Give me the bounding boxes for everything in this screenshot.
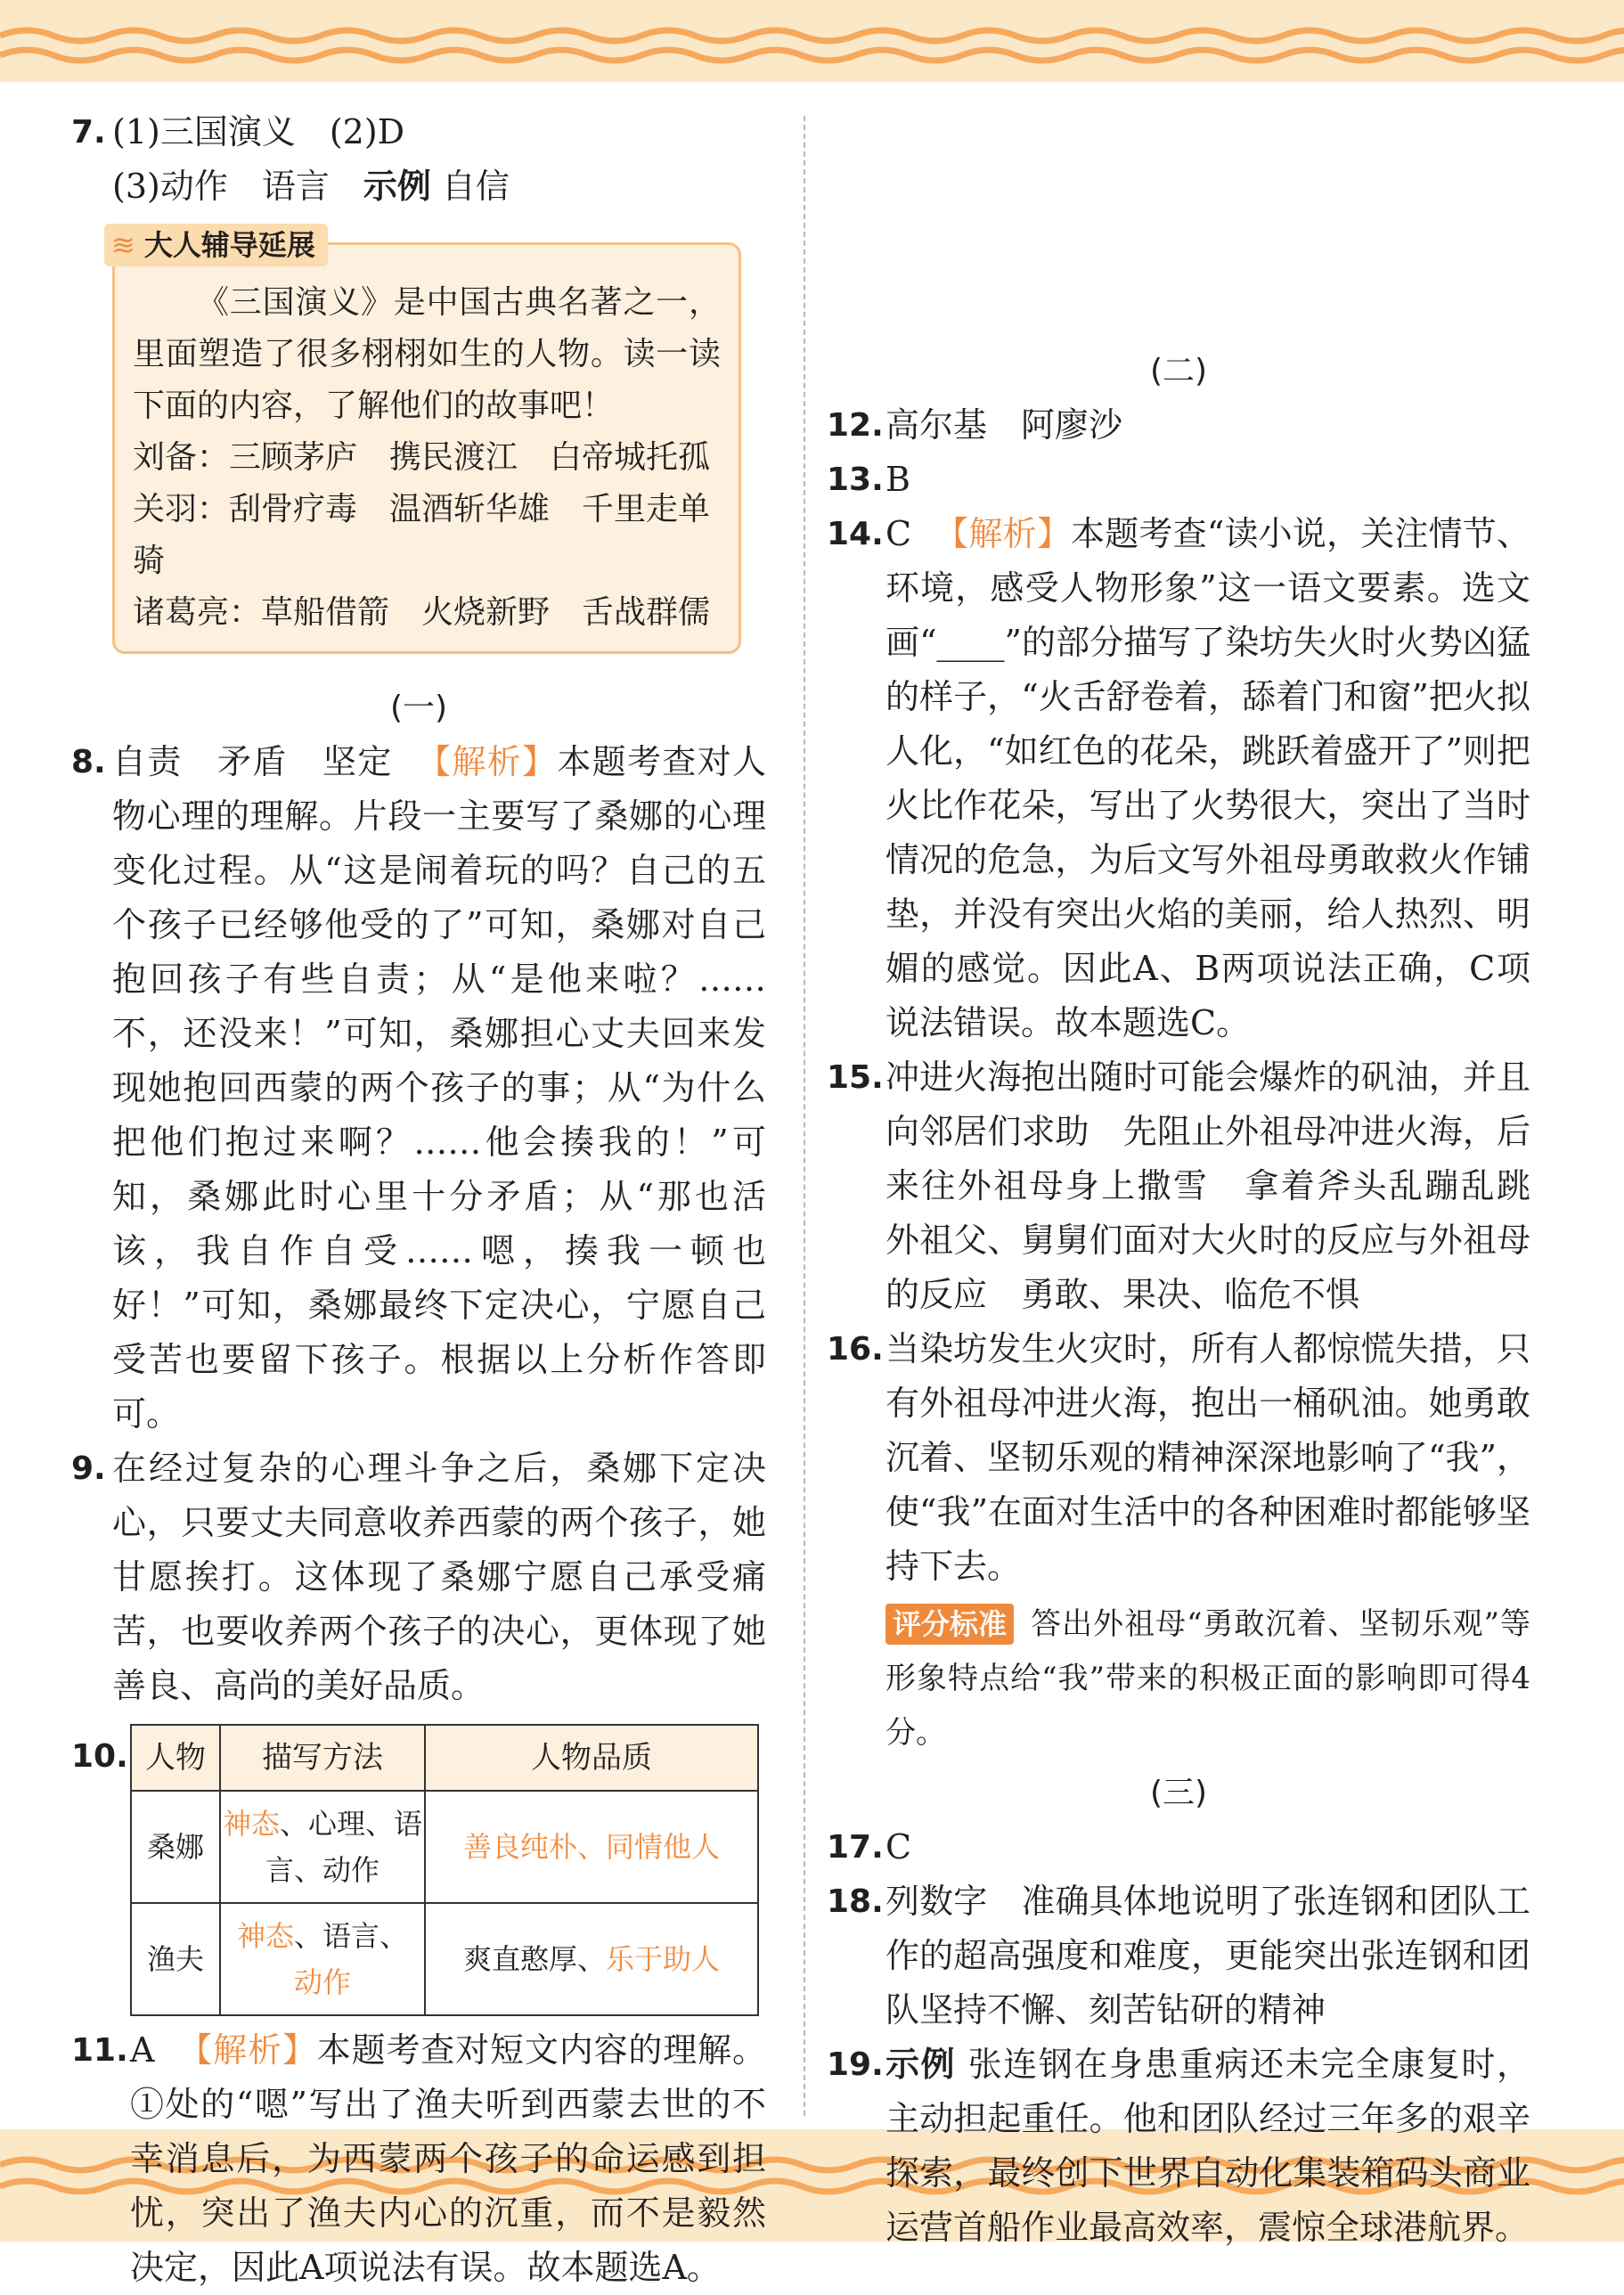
question-number: 12. [827, 407, 884, 444]
question-number: 17. [827, 1829, 884, 1866]
answer-7 [71, 105, 766, 214]
answer-9-body: 在经过复杂的心理斗争之后，桑娜下定决心，只要丈夫同意收养西蒙的两个孩子，她甘愿挨打。这体现了桑娜宁愿自己承受痛苦，也要收养两个孩子的决心，更体现了她善良、高尚的美好品质。 [112, 1449, 766, 1705]
answer-9 [71, 1442, 766, 1713]
table-cell-quality [425, 1791, 758, 1903]
answer-19-body: 张连钢在身患重病还未完全康复时，主动担起重任。他和团队经过三年多的艰辛探索，最终创下世界自动化集装箱码头商业运营首船作业最高效率，震惊全球港航界。 [885, 2045, 1530, 2247]
table-cell-name: 桑娜 [131, 1791, 220, 1903]
quality-highlight: 乐于助人 [606, 1942, 721, 1976]
answer-7-line2-text: (3)动作 语言 [112, 167, 363, 206]
method-highlight: 神态 [222, 1807, 280, 1841]
extension-row: 刘备：三顾茅庐 携民渡江 白帝城托孤 [133, 439, 711, 476]
question-number: 11. [71, 2032, 128, 2069]
table-cell-quality [425, 1903, 758, 2015]
example-label: 示例 [885, 2045, 957, 2084]
answer-8 [71, 735, 766, 1442]
answer-8-keywords: 自责 矛盾 坚定 [112, 742, 393, 781]
answer-13 [827, 453, 1530, 507]
question-number: 9. [71, 1450, 106, 1487]
answer-7-line1: (1)三国演义 (2)D [112, 112, 405, 151]
scoring-criteria [827, 1597, 1530, 1760]
question-number: 10. [71, 1738, 128, 1775]
question-number: 8. [71, 744, 106, 780]
analysis-tag: 【解析】 [177, 2030, 317, 2070]
extension-row: 诸葛亮：草船借箭 火烧新野 舌战群儒 [133, 594, 711, 631]
answer-16-body: 当染坊发生火灾时，所有人都惊慌失措，只有外祖母冲进火海，抱出一桶矾油。她勇敢沉着、坚韧乐观的精神深深地影响了“我”，使“我”在面对生活中的各种困难时都能够坚持下去。 [885, 1329, 1530, 1586]
answer-14 [827, 507, 1530, 1050]
answer-18-body: 列数字 准确具体地说明了张连钢和团队工作的超高强度和难度，更能突出张连钢和团队坚持不懈、刻苦钻研的精神 [885, 1882, 1530, 2030]
section-heading-3: (三) [1149, 1775, 1208, 1811]
question-number: 18. [827, 1883, 884, 1920]
left-column [71, 105, 766, 2295]
quality-highlight: 同情他人 [606, 1830, 721, 1864]
quality-separator: 、 [576, 1830, 606, 1864]
method-highlight: 动作 [293, 1965, 351, 1999]
question-number: 14. [827, 516, 884, 552]
analysis-tag: 【解析】 [934, 514, 1072, 553]
table-cell-method [220, 1791, 425, 1903]
answer-7-line2 [112, 159, 766, 214]
extension-box [111, 228, 741, 654]
table-row [131, 1791, 758, 1903]
answer-17-body: C [885, 1827, 912, 1866]
answer-12 [827, 398, 1530, 453]
section-heading-2: (二) [1149, 353, 1208, 389]
method-text: 、语言、 [294, 1919, 409, 1953]
answer-17 [827, 1820, 1530, 1874]
answer-8-body: 本题考查对人物心理的理解。片段一主要写了桑娜的心理变化过程。从“这是闹着玩的吗？自己的五个孩子已经够他受的了”可知，桑娜对自己抱回孩子有些自责；从“是他来啦？……不，还没来！”可知，桑娜担心丈夫回来发现她抱回西蒙的两个孩子的事；从“为什么把他们抱过来啊？……他会揍我的！”可知，桑娜此时心里十分矛盾；从“那也活该，我自作自受……嗯，揍我一顿也好！”可知，桑娜最终下定决心，宁愿自己受苦也要留下孩子。根据以上分析作答即可。 [112, 742, 766, 1433]
quality-text: 爽直憨厚、 [462, 1942, 606, 1976]
table-header: 人物 [131, 1725, 220, 1791]
extension-row: 关羽：刮骨疗毒 温酒斩华雄 千里走单骑 [133, 491, 711, 579]
analysis-tag: 【解析】 [415, 742, 558, 781]
method-text: 、心理、语言、动作 [265, 1807, 423, 1887]
column-divider [804, 116, 805, 2116]
question-number: 7. [71, 114, 106, 151]
question-number: 13. [827, 461, 884, 498]
method-highlight: 神态 [236, 1919, 294, 1953]
answer-12-body: 高尔基 阿廖沙 [885, 405, 1123, 445]
answer-11 [71, 2023, 766, 2295]
question-number: 19. [827, 2046, 884, 2083]
scoring-badge: 评分标准 [885, 1604, 1014, 1645]
extension-box-title [104, 224, 328, 266]
answer-18 [827, 1874, 1530, 2038]
answer-11-choice: A [130, 2030, 155, 2070]
right-column [827, 105, 1565, 2255]
top-wave-lines [0, 0, 1624, 82]
answer-14-choice: C [885, 514, 912, 553]
wave-icon: ≋ [111, 228, 135, 262]
character-table [130, 1724, 759, 2016]
answer-10 [71, 1724, 766, 2016]
quality-highlight: 善良纯朴 [462, 1830, 577, 1864]
example-label: 示例 [363, 167, 431, 206]
answer-19 [827, 2038, 1530, 2255]
extension-intro: 《三国演义》是中国古典名著之一，里面塑造了很多栩栩如生的人物。读一读下面的内容，了解他们的故事吧！ [133, 284, 721, 424]
answer-13-body: B [885, 460, 910, 499]
table-header-row [131, 1725, 758, 1791]
table-cell-method [220, 1903, 425, 2015]
top-decorative-band [0, 0, 1624, 82]
answer-15-body: 冲进火海抱出随时可能会爆炸的矾油，并且向邻居们求助 先阻止外祖母冲进火海，后来往外祖母身上撒雪 拿着斧头乱蹦乱跳 外祖父、舅舅们面对大火时的反应与外祖母的反应 勇敢、果决、临危不惧 [885, 1058, 1565, 1314]
table-header: 描写方法 [220, 1725, 425, 1791]
extension-title-text: 大人辅导延展 [143, 228, 315, 262]
table-header: 人物品质 [425, 1725, 758, 1791]
answer-14-body: 本题考查“读小说，关注情节、环境，感受人物形象”这一语文要素。选文画“____”的部分描写了染坊失火时火势凶猛的样子，“火舌舒卷着，舔着门和窗”把火拟人化，“如红色的花朵，跳跃着盛开了”则把火比作花朵，写出了火势很大，突出了当时情况的危急，为后文写外祖母勇敢救火作铺垫，并没有突出火焰的美丽，给人热烈、明媚的感觉。因此A、B两项说法正确，C项说法错误。故本题选C。 [885, 514, 1530, 1042]
question-number: 15. [827, 1059, 884, 1096]
answer-15 [827, 1050, 1565, 1322]
question-number: 16. [827, 1331, 884, 1368]
section-heading-1: (一) [389, 690, 448, 726]
answer-16 [827, 1322, 1530, 1594]
table-cell-name: 渔夫 [131, 1903, 220, 2015]
answer-7-line2-end: 自信 [430, 167, 510, 206]
answer-11-body: 本题考查对短文内容的理解。①处的“嗯”写出了渔夫听到西蒙去世的不幸消息后，为西蒙两个孩子的命运感到担忧，突出了渔夫内心的沉重，而不是毅然决定，因此A项说法有误。故本题选A。 [130, 2030, 766, 2287]
scoring-body: 答出外祖母“勇敢沉着、坚韧乐观”等形象特点给“我”带来的积极正面的影响即可得4分。 [885, 1606, 1530, 1751]
table-row [131, 1903, 758, 2015]
